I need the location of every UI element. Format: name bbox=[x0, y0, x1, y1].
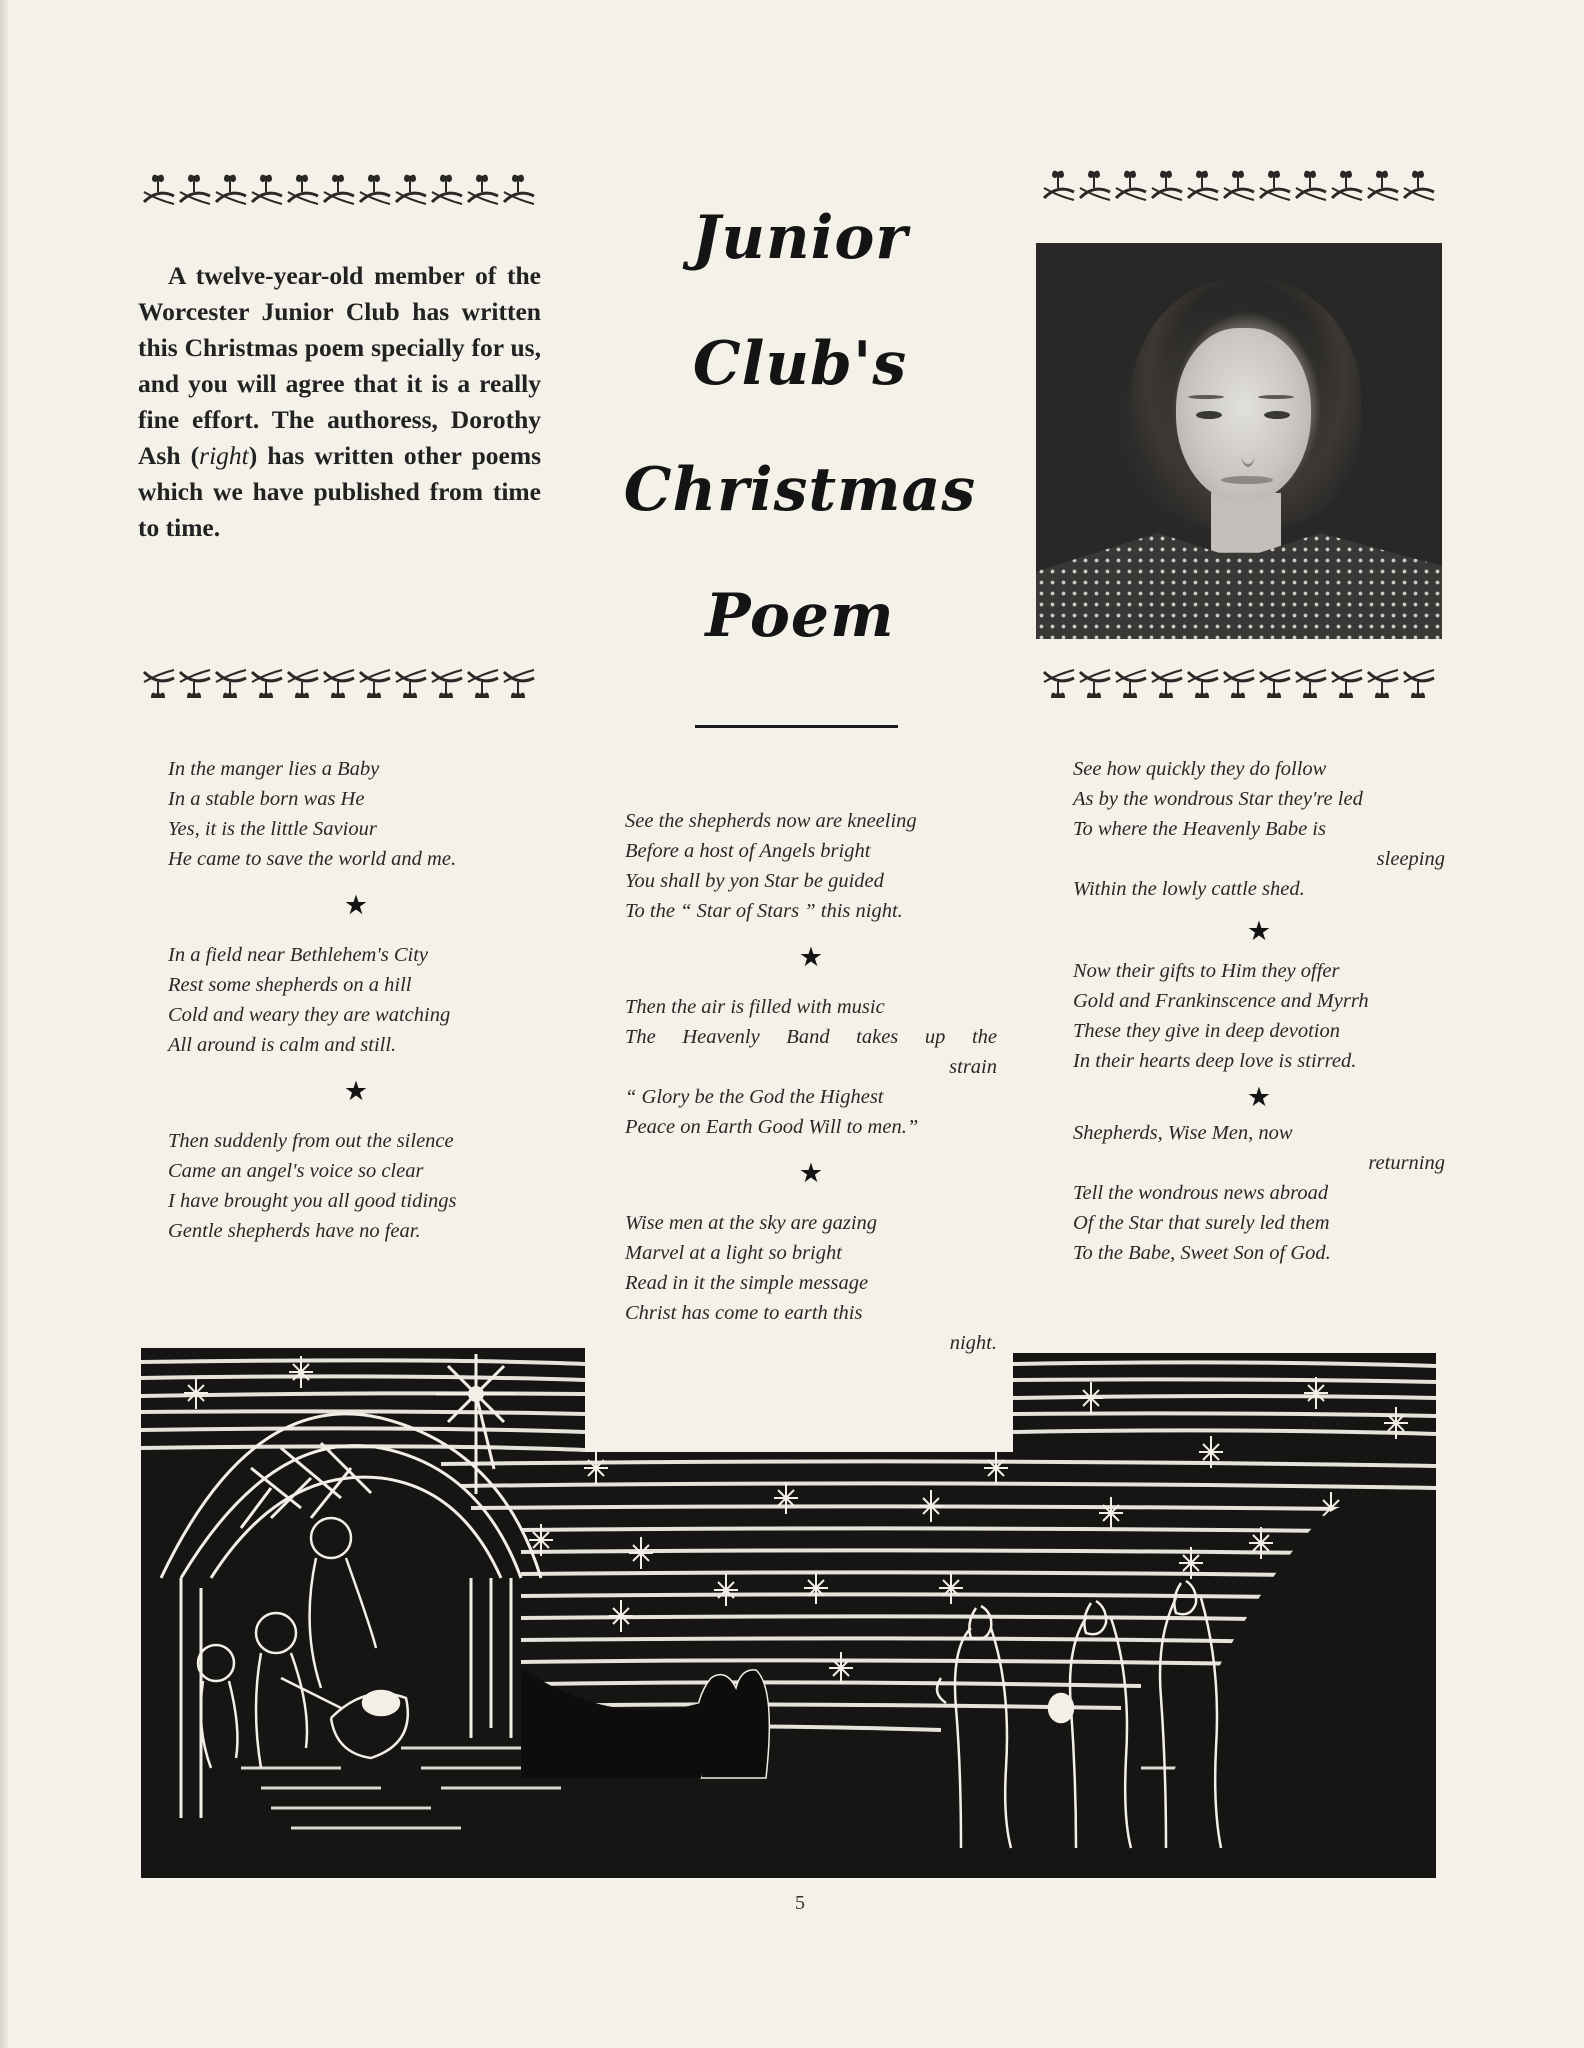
poem-line: Of the Star that surely led them bbox=[1073, 1212, 1330, 1234]
star-divider-icon: ★ bbox=[798, 1158, 824, 1188]
floral-border-ornament-icon bbox=[140, 668, 536, 704]
poem-line: Then suddenly from out the silence bbox=[168, 1130, 454, 1152]
poem-line: Before a host of Angels bright bbox=[625, 840, 871, 862]
poem-stanza bbox=[625, 1208, 997, 1358]
star-divider-icon: ★ bbox=[1246, 1082, 1272, 1112]
poem-line: Read in it the simple message bbox=[625, 1272, 869, 1294]
intro-text-continued: has written other poems which we have published from time to time. bbox=[138, 441, 541, 542]
title-divider-rule bbox=[695, 725, 898, 728]
page-number: 5 bbox=[795, 1892, 805, 1914]
poem-line: Then the air is filled with music bbox=[625, 996, 885, 1018]
poem-line: Cold and weary they are watching bbox=[168, 1004, 451, 1026]
title-line-1: Junior bbox=[691, 203, 909, 273]
poem-column-3 bbox=[1073, 754, 1445, 1268]
poem-line: Rest some shepherds on a hill bbox=[168, 974, 412, 996]
poem-line: See how quickly they do follow bbox=[1073, 758, 1327, 780]
poem-stanza bbox=[168, 1126, 544, 1246]
poem-line: Wise men at the sky are gazing bbox=[625, 1212, 878, 1234]
poem-line: Gold and Frankinscence and Myrrh bbox=[1073, 990, 1369, 1012]
poem-line: In the manger lies a Baby bbox=[168, 758, 380, 780]
poem-stanza bbox=[1073, 1118, 1445, 1268]
poem-line-wrapped: strain bbox=[949, 1056, 997, 1078]
nativity-woodcut-illustration bbox=[141, 1348, 1436, 1878]
portrait-nose bbox=[1241, 438, 1255, 467]
poem-stanza bbox=[168, 754, 544, 874]
poem-line: Gentle shepherds have no fear. bbox=[168, 1220, 421, 1242]
star-divider-icon: ★ bbox=[1246, 916, 1272, 946]
poem-line: In a field near Bethlehem's City bbox=[168, 944, 429, 966]
ornament-mid-left bbox=[140, 668, 536, 704]
intro-italic-note: right bbox=[199, 441, 249, 470]
floral-border-ornament-icon bbox=[140, 170, 536, 206]
page-binding-edge bbox=[0, 0, 8, 2048]
author-portrait-photo bbox=[1036, 243, 1442, 639]
poem-line-wrapped: sleeping bbox=[1376, 848, 1445, 870]
poem-line: To where the Heavenly Babe is bbox=[1073, 818, 1326, 840]
floral-border-ornament-icon bbox=[1040, 166, 1436, 202]
poem-line: You shall by yon Star be guided bbox=[625, 870, 884, 892]
poem-line: He came to save the world and me. bbox=[168, 848, 457, 870]
poem-line-wrapped: returning bbox=[1368, 1152, 1445, 1174]
star-divider-icon: ★ bbox=[343, 890, 369, 920]
poem-line: Now their gifts to Him they offer bbox=[1073, 960, 1340, 982]
poem-line: See the shepherds now are kneeling bbox=[625, 810, 917, 832]
poem-line: Came an angel's voice so clear bbox=[168, 1160, 424, 1182]
portrait-eye bbox=[1196, 411, 1222, 419]
poem-column-2 bbox=[625, 806, 997, 1358]
intro-paragraph: A twelve-year-old member of the Worcester Junior Club has written this Christmas poem specially for us, and you will agree that it is a really fine effort. The authoress, Dorothy Ash (right) has written other poems which we have published from time to time. bbox=[138, 261, 541, 542]
poem-line: Peace on Earth Good Will to men.” bbox=[625, 1116, 919, 1138]
poem-line: These they give in deep devotion bbox=[1073, 1020, 1340, 1042]
title-line-3: Christmas bbox=[623, 455, 977, 525]
poem-line: In a stable born was He bbox=[168, 788, 365, 810]
portrait-brow bbox=[1258, 395, 1294, 399]
poem-line: All around is calm and still. bbox=[168, 1034, 397, 1056]
portrait-mouth bbox=[1221, 476, 1273, 484]
ornament-top-left bbox=[140, 170, 536, 206]
star-divider-icon: ★ bbox=[798, 942, 824, 972]
poem-line: “ Glory be the God the Highest bbox=[625, 1086, 884, 1108]
title-line-4: Poem bbox=[705, 581, 895, 651]
poem-line: To the Babe, Sweet Son of God. bbox=[1073, 1242, 1331, 1264]
poem-line: To the “ Star of Stars ” this night. bbox=[625, 900, 903, 922]
poem-stanza bbox=[625, 806, 997, 926]
portrait-brow bbox=[1188, 395, 1224, 399]
poem-line: The Heavenly Band takes up the bbox=[625, 1026, 997, 1048]
poem-line: As by the wondrous Star they're led bbox=[1073, 788, 1363, 810]
poem-line: Shepherds, Wise Men, now bbox=[1073, 1122, 1293, 1144]
portrait-eye bbox=[1264, 411, 1290, 419]
poem-stanza bbox=[625, 992, 997, 1142]
poem-line: Yes, it is the little Saviour bbox=[168, 818, 377, 840]
poem-stanza bbox=[1073, 956, 1445, 1076]
poem-line: In their hearts deep love is stirred. bbox=[1073, 1050, 1357, 1072]
intro-text: A twelve-year-old member of the Worcester Junior Club has written this Christmas poem specially for us, and you will agree that it is a really fine effort. The authoress, Dorothy Ash bbox=[138, 261, 541, 470]
poem-line: Tell the wondrous news abroad bbox=[1073, 1182, 1329, 1204]
poem-line: I have brought you all good tidings bbox=[168, 1190, 457, 1212]
poem-line: Marvel at a light so bright bbox=[625, 1242, 842, 1264]
poem-line: Within the lowly cattle shed. bbox=[1073, 878, 1305, 900]
poem-stanza bbox=[168, 940, 544, 1060]
poem-column-1 bbox=[168, 754, 544, 1246]
poem-stanza bbox=[1073, 754, 1445, 904]
ornament-mid-right bbox=[1040, 668, 1436, 704]
floral-border-ornament-icon bbox=[1040, 668, 1436, 704]
poem-line: Christ has come to earth this bbox=[625, 1302, 863, 1324]
star-divider-icon: ★ bbox=[343, 1076, 369, 1106]
poem-line-wrapped: night. bbox=[949, 1332, 997, 1354]
ornament-top-right bbox=[1040, 166, 1436, 202]
title-line-2: Club's bbox=[692, 329, 908, 399]
